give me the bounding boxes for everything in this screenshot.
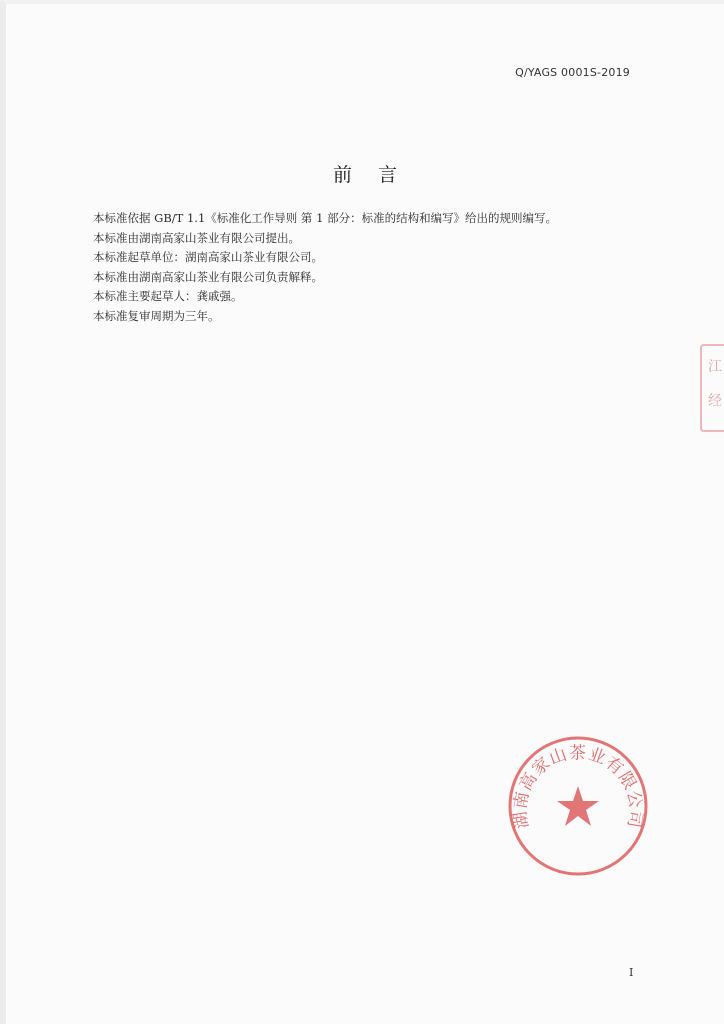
foreword-body	[93, 209, 653, 326]
side-stamp-glyph: 经	[708, 393, 722, 409]
seal-text: 湖南高家山茶业有限公司	[510, 743, 646, 831]
foreword-line: 本标准主要起草人：龚戚强。	[93, 289, 243, 303]
foreword-line: 本标准由湖南高家山茶业有限公司提出。	[93, 230, 300, 245]
standard-code: Q/YAGS 0001S-2019	[515, 66, 630, 79]
foreword-line: 本标准依据 GB/T 1.1《标准化工作导则 第 1 部分：标准的结构和编写》给出的规则编写。	[93, 211, 558, 225]
side-stamp-glyph: 江	[708, 359, 722, 375]
foreword-line: 本标准由湖南高家山茶业有限公司负责解释。	[93, 269, 323, 284]
page-number: I	[629, 966, 634, 979]
seal-star-icon	[557, 786, 599, 826]
side-stamp	[700, 344, 724, 432]
foreword-line: 本标准复审周期为三年。	[93, 308, 220, 323]
foreword-line: 本标准起草单位：湖南高家山茶业有限公司。	[93, 250, 323, 264]
company-seal	[504, 732, 652, 880]
page-title: 前言	[332, 164, 423, 186]
